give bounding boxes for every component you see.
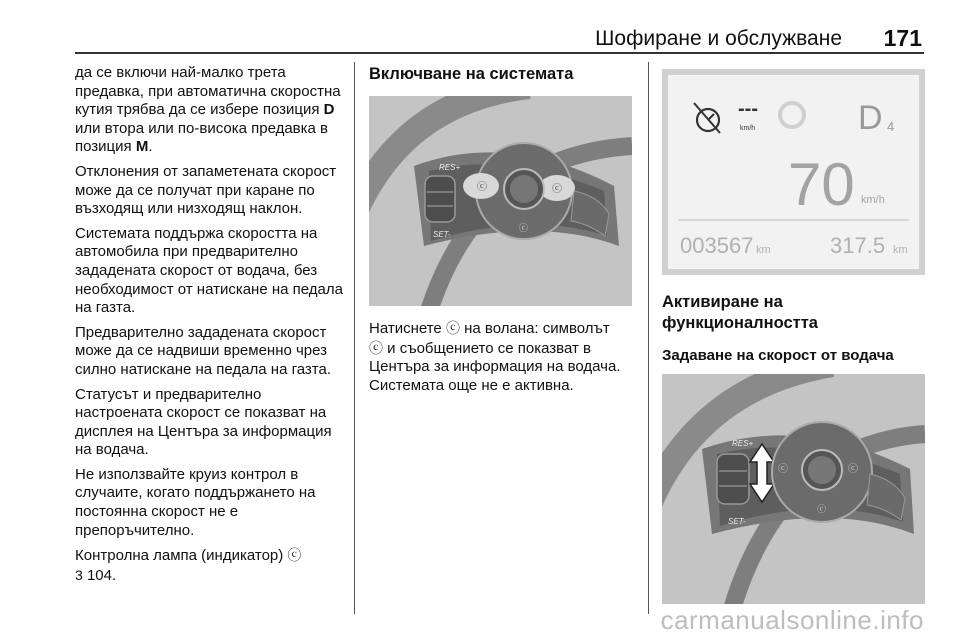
section-heading: Включване на системата bbox=[369, 65, 574, 83]
cruise-control-icon: ⓒ bbox=[287, 547, 302, 564]
column-divider-2 bbox=[648, 62, 649, 614]
paragraph: Статусът и предварително настроената скорост се показват на дисплея на Центъра за информация на водача. bbox=[75, 385, 332, 459]
header-rule bbox=[75, 52, 924, 54]
driver-information-display bbox=[662, 69, 925, 275]
text-column-2-body bbox=[369, 319, 635, 401]
cruise-control-icon: ⓒ bbox=[369, 339, 383, 356]
paragraph: Отклонения от запаметената скорост може да се получат при каране по възходящ или низходящ наклон. bbox=[75, 162, 337, 218]
section-heading: Активиране на функционалността bbox=[662, 293, 818, 332]
page-number: 171 bbox=[883, 25, 922, 51]
gear-indicator: D bbox=[858, 99, 883, 137]
paragraph: Системата поддържа скоростта на автомобила при предварително зададената скорост от водача, без необходимост от натискане на педала на газта. bbox=[75, 224, 343, 317]
trip-value: 317.5 bbox=[830, 233, 886, 258]
odometer-unit: km bbox=[756, 244, 771, 256]
set-label: SET- bbox=[433, 230, 451, 239]
paragraph bbox=[75, 546, 343, 585]
paragraph-text: и съобщението се показват в Центъра за информация на водача. Системата още не е активна. bbox=[369, 339, 621, 394]
status-ring-icon bbox=[780, 103, 804, 127]
limiter-icon-label: ⓒ bbox=[552, 184, 562, 195]
paragraph: Не използвайте круиз контрол в случаите, когато поддържането на постоянна скорост не е препоръчително. bbox=[75, 465, 316, 539]
set-label: SET- bbox=[728, 517, 746, 526]
cruise-control-icon: ⓒ bbox=[445, 320, 460, 336]
steering-wheel-illustration bbox=[369, 96, 632, 306]
set-speed-unit: km/h bbox=[740, 125, 756, 132]
paragraph: Предварително зададената скорост може да се надвиши временно чрез силно натискане на педала на газта. bbox=[75, 323, 331, 378]
cruise-icon-label: ⓒ bbox=[477, 182, 487, 193]
page-reference-arrow-icon: 3 bbox=[75, 566, 83, 583]
adaptive-icon-label: ⓒ bbox=[817, 504, 827, 514]
text-column-3 bbox=[662, 292, 926, 365]
odometer-value: 003567 bbox=[680, 233, 754, 258]
text-column-2 bbox=[369, 64, 635, 85]
current-speed: 70 bbox=[788, 151, 855, 218]
res-label: RES+ bbox=[732, 439, 754, 448]
text-column-1 bbox=[75, 64, 343, 591]
limiter-icon-label: ⓒ bbox=[848, 464, 858, 475]
cruise-icon-label: ⓒ bbox=[778, 464, 788, 475]
paragraph-text: да се включи най-малко трета предавка, при автоматична скоростна кутия трябва да се избере позиция bbox=[75, 64, 341, 119]
paragraph-text: на волана: символът bbox=[459, 320, 610, 337]
current-speed-unit: km/h bbox=[861, 194, 885, 206]
paragraph-text: Натиснете bbox=[369, 320, 446, 337]
display-screen bbox=[668, 75, 919, 269]
paragraph-text: Контролна лампа (индикатор) bbox=[75, 547, 288, 565]
adaptive-icon-label: ⓒ bbox=[519, 223, 529, 233]
subsection-heading: Задаване на скорост от водача bbox=[662, 347, 894, 364]
steering-wheel-set-illustration bbox=[662, 374, 925, 604]
gear-position-d: D bbox=[323, 101, 335, 119]
gear-number: 4 bbox=[887, 119, 895, 134]
page-reference-link[interactable]: 104. bbox=[82, 566, 117, 584]
paragraph bbox=[369, 319, 635, 395]
res-label: RES+ bbox=[439, 163, 461, 172]
running-header-title: Шофиране и обслужване bbox=[595, 27, 842, 50]
paragraph bbox=[75, 64, 343, 157]
watermark: carmanualsonline.info bbox=[660, 605, 924, 635]
trip-unit: km bbox=[893, 244, 908, 256]
gear-position-m: M bbox=[135, 138, 149, 156]
paragraph-text: . bbox=[148, 138, 153, 156]
set-speed-dashes: --- bbox=[738, 98, 758, 120]
column-divider-1 bbox=[354, 62, 355, 614]
paragraph-text: или втора или по-висока предавка в позиция bbox=[75, 119, 329, 156]
